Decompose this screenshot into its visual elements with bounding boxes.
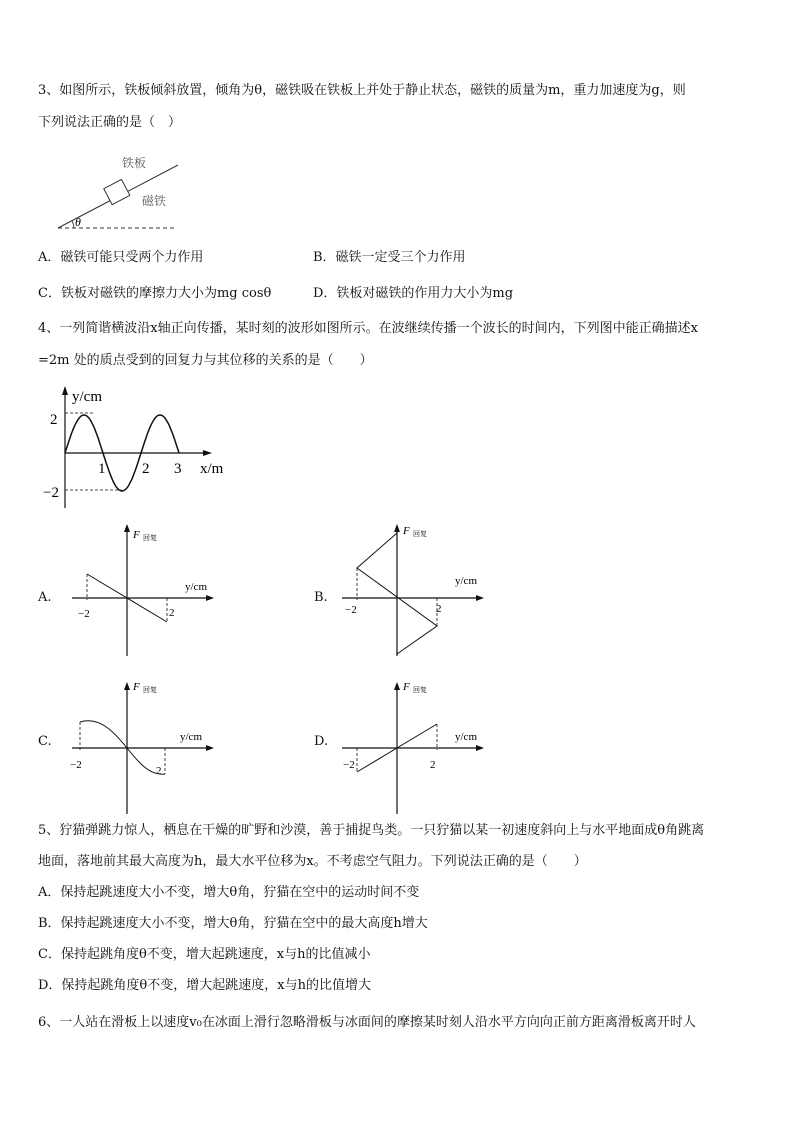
graph-c-axis-label: y/cm <box>180 731 202 743</box>
graph-c-f-sub: 回复 <box>143 686 157 694</box>
graph-b-pos: 2 <box>436 603 442 615</box>
graph-b-f-sub: 回复 <box>413 530 427 538</box>
choice-d-label: D. <box>314 734 329 749</box>
q4-stem-line2: =2m 处的质点受到的回复力与其位移的关系的是（ ） <box>38 353 373 368</box>
graph-a-axis-label: y/cm <box>185 581 207 593</box>
graph-d-harrow <box>476 745 484 751</box>
graph-a-f: F <box>133 529 140 541</box>
graph-a-pos: 2 <box>169 607 175 619</box>
wave-xtick-2: 2 <box>142 461 150 477</box>
q5-option-a: A．保持起跳速度大小不变，增大θ角，狞猫在空中的运动时间不变 <box>38 885 420 900</box>
graph-c-pos: 2 <box>156 765 162 777</box>
graph-c-harrow <box>206 745 214 751</box>
graph-a-varrow <box>124 524 130 532</box>
q3-option-c: C．铁板对磁铁的摩擦力大小为mg cosθ <box>38 286 272 301</box>
graph-c <box>70 678 220 818</box>
q5-stem-line1: 5、狞猫弹跳力惊人，栖息在干燥的旷野和沙漠，善于捕捉鸟类。一只狞猫以某一初速度斜向上与水平地面成θ角跳离 <box>38 823 705 838</box>
graph-a <box>70 520 220 660</box>
graph-d-f-sub: 回复 <box>413 686 427 694</box>
magnet-block <box>104 179 130 204</box>
wave-y-arrow <box>62 386 68 395</box>
wave-xtick-3: 3 <box>174 461 182 477</box>
q6-stem-line1: 6、一人站在滑板上以速度v₀在冰面上滑行忽略滑板与冰面间的摩擦某时刻人沿水平方向向正前方距离滑板离开时人 <box>38 1015 696 1030</box>
q3-stem-line1: 3、如图所示，铁板倾斜放置，倾角为θ，磁铁吸在铁板上并处于静止状态，磁铁的质量为m，重力加速度为g，则 <box>38 83 686 98</box>
wave-graph <box>40 383 240 513</box>
q3-option-d: D．铁板对磁铁的作用力大小为mg <box>313 286 514 301</box>
q3-option-b: B．磁铁一定受三个力作用 <box>313 250 466 265</box>
q5-option-d: D．保持起跳角度θ不变，增大起跳速度，x与h的比值增大 <box>38 978 371 993</box>
choice-a-label: A. <box>38 590 52 605</box>
graph-b-harrow <box>476 595 484 601</box>
graph-b-varrow <box>394 524 400 532</box>
graph-d-pos: 2 <box>430 759 436 771</box>
wave-ylabel: y/cm <box>72 389 102 405</box>
graph-d <box>340 678 500 818</box>
q3-figure <box>50 150 190 235</box>
q3-stem-line2: 下列说法正确的是（ ） <box>38 115 182 130</box>
magnet-label: 磁铁 <box>142 194 167 208</box>
angle-label: θ <box>75 215 81 229</box>
wave-xlabel: x/m <box>200 461 224 477</box>
wave-ytick-2: 2 <box>50 412 58 428</box>
graph-d-f: F <box>403 681 410 693</box>
choice-b-label: B. <box>314 590 328 605</box>
wave-x-arrow <box>203 450 212 456</box>
q5-option-c: C．保持起跳角度θ不变，增大起跳速度，x与h的比值减小 <box>38 947 371 962</box>
q5-option-b: B．保持起跳速度大小不变，增大θ角，狞猫在空中的最大高度h增大 <box>38 916 428 931</box>
graph-c-varrow <box>124 682 130 690</box>
graph-b-axis-label: y/cm <box>455 575 477 587</box>
q3-option-a: A．磁铁可能只受两个力作用 <box>38 250 204 265</box>
graph-b-f: F <box>403 525 410 537</box>
q5-stem-line2: 地面，落地前其最大高度为h，最大水平位移为x。不考虑空气阻力。下列说法正确的是（ ） <box>38 854 587 869</box>
wave-xtick-1: 1 <box>98 461 106 477</box>
graph-d-neg: −2 <box>343 759 355 771</box>
wave-ytick-neg2: −2 <box>43 485 59 501</box>
plate-label: 铁板 <box>122 156 147 170</box>
graph-d-varrow <box>394 682 400 690</box>
choice-c-label: C. <box>38 734 52 749</box>
graph-b <box>340 520 500 660</box>
graph-a-f-sub: 回复 <box>143 534 157 542</box>
q4-stem-line1: 4、一列简谐横波沿x轴正向传播，某时刻的波形如图所示。在波继续传播一个波长的时间内，下列图中能正确描述x <box>38 321 698 336</box>
graph-a-harrow <box>206 595 214 601</box>
graph-c-f: F <box>133 681 140 693</box>
graph-a-neg: −2 <box>78 608 90 620</box>
graph-b-neg: −2 <box>345 604 357 616</box>
graph-c-neg: −2 <box>70 759 82 771</box>
angle-arc <box>72 221 74 228</box>
graph-d-axis-label: y/cm <box>455 731 477 743</box>
